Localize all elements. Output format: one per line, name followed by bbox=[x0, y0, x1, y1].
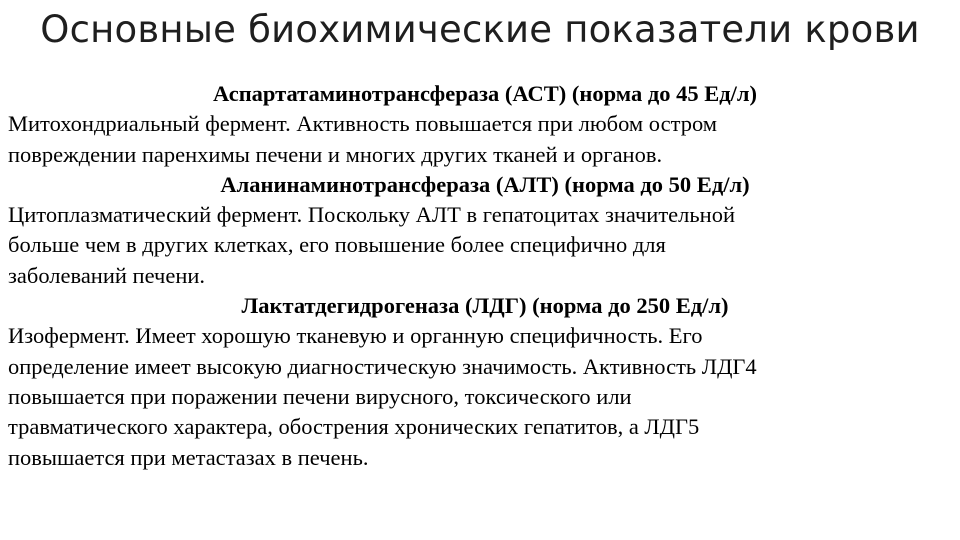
text-line: повышается при поражении печени вирусного, токсического или bbox=[8, 383, 632, 409]
text-line: заболеваний печени. bbox=[8, 262, 206, 288]
text-line: Цитоплазматический фермент. Поскольку АЛТ в гепатоцитах значительной bbox=[8, 202, 735, 228]
text-line: определение имеет высокую диагностическую значимость. Активность ЛДГ4 bbox=[8, 353, 757, 379]
section-heading-alt: Аланинаминотрансфераза (АЛТ) (норма до 50 Ед/л) bbox=[220, 171, 750, 197]
section-text-ldh bbox=[8, 321, 954, 472]
section-text-ast bbox=[8, 109, 954, 170]
text-line: Изофермент. Имеет хорошую тканевую и органную специфичность. Его bbox=[8, 323, 703, 349]
slide-content bbox=[8, 79, 954, 473]
section-heading-ast: Аспартатаминотрансфераза (АСТ) (норма до 45 Ед/л) bbox=[213, 81, 757, 106]
text-line: больше чем в других клетках, его повышение более специфично для bbox=[8, 232, 666, 258]
text-line: Митохондриальный фермент. Активность повышается при любом остром bbox=[8, 111, 718, 137]
text-line: повреждении паренхимы печени и многих других тканей и органов. bbox=[8, 141, 663, 167]
text-line: травматического характера, обострения хронических гепатитов, а ЛДГ5 bbox=[8, 414, 700, 440]
text-line: повышается при метастазах в печень. bbox=[8, 444, 369, 470]
section-text-alt bbox=[8, 200, 954, 291]
section-heading-ldh: Лактатдегидрогеназа (ЛДГ) (норма до 250 Ед/л) bbox=[241, 293, 729, 319]
slide-title: Основные биохимические показатели крови bbox=[40, 8, 920, 51]
